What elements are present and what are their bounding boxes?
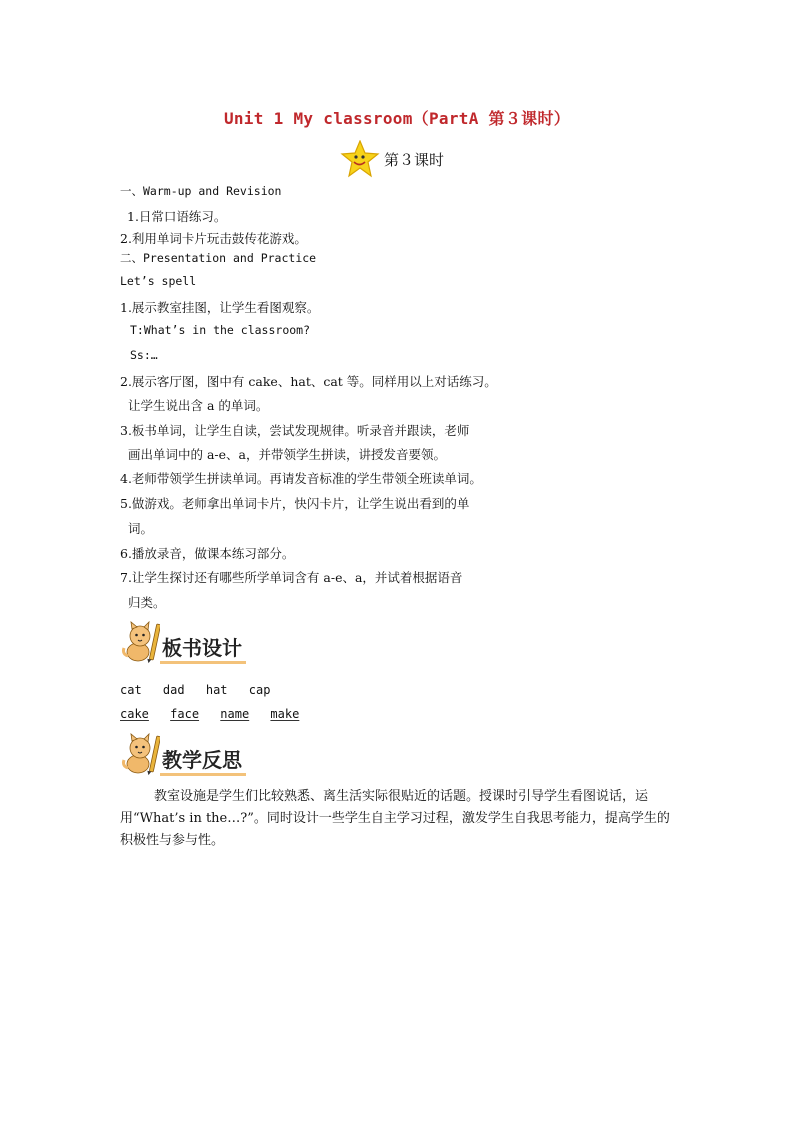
cat-with-pencil-icon bbox=[120, 620, 160, 664]
board-word: cap bbox=[248, 683, 271, 697]
smiling-star-icon bbox=[340, 140, 380, 178]
board-design-heading bbox=[120, 620, 246, 664]
step-line: 画出单词中的 a-e、a，并带领学生拼读，讲授发音要领。 bbox=[128, 447, 447, 462]
section-heading-presentation: 二、Presentation and Practice bbox=[120, 251, 317, 265]
step-line: 2.利用单词卡片玩击鼓传花游戏。 bbox=[120, 231, 307, 246]
dialogue-line: Ss:… bbox=[130, 348, 158, 362]
step-line: 6.播放录音，做课本练习部分。 bbox=[120, 546, 295, 561]
step-line: 词。 bbox=[128, 521, 154, 536]
step-line: 7.让学生探讨还有哪些所学单词含有 a-e、a，并试着根据语音 bbox=[120, 570, 463, 585]
step-line: 让学生说出含 a 的单词。 bbox=[128, 398, 269, 413]
reflection-text: 教室设施是学生们比较熟悉、离生活实际很贴近的话题。授课时引导学生看图说话，运用“What’s in the…?”。同时设计一些学生自主学习过程，激发学生自我思考能力，提高学生的积极性与参与性。 bbox=[120, 789, 670, 848]
section-heading-warmup: 一、Warm-up and Revision bbox=[120, 184, 282, 198]
reflection-heading bbox=[120, 732, 246, 776]
subheading-lets-spell: Let’s spell bbox=[120, 274, 197, 288]
board-design-title: 板书设计 bbox=[160, 636, 246, 664]
cat-with-pencil-icon bbox=[120, 732, 160, 776]
step-line: 1.展示教室挂图，让学生看图观察。 bbox=[120, 300, 320, 315]
step-line: 3.板书单词，让学生自读，尝试发现规律。听录音并跟读，老师 bbox=[120, 423, 470, 438]
board-word: make bbox=[270, 707, 300, 721]
board-word: hat bbox=[205, 683, 228, 697]
board-word: cat bbox=[120, 683, 142, 697]
lesson-label-text: 第３课时 bbox=[384, 150, 445, 169]
board-words-row-1 bbox=[120, 683, 284, 697]
board-word: name bbox=[220, 707, 250, 721]
reflection-paragraph bbox=[120, 786, 680, 852]
lesson-label bbox=[340, 140, 444, 178]
reflection-title: 教学反思 bbox=[160, 748, 246, 776]
step-line: 2.展示客厅图，图中有 cake、hat、cat 等。同样用以上对话练习。 bbox=[120, 374, 497, 389]
board-word: face bbox=[170, 707, 200, 721]
step-line: 1.日常口语练习。 bbox=[127, 209, 227, 224]
step-line: 5.做游戏。老师拿出单词卡片，快闪卡片，让学生说出看到的单 bbox=[120, 496, 470, 511]
board-word: dad bbox=[162, 683, 185, 697]
step-line: 4.老师带领学生拼读单词。再请发音标准的学生带领全班读单词。 bbox=[120, 471, 482, 486]
board-word: cake bbox=[120, 707, 149, 721]
board-words-row-2 bbox=[120, 707, 313, 721]
step-line: 归类。 bbox=[128, 595, 166, 610]
page-title: Unit 1 My classroom（PartA 第３课时） bbox=[223, 109, 571, 128]
dialogue-line: T:What’s in the classroom? bbox=[130, 323, 311, 337]
